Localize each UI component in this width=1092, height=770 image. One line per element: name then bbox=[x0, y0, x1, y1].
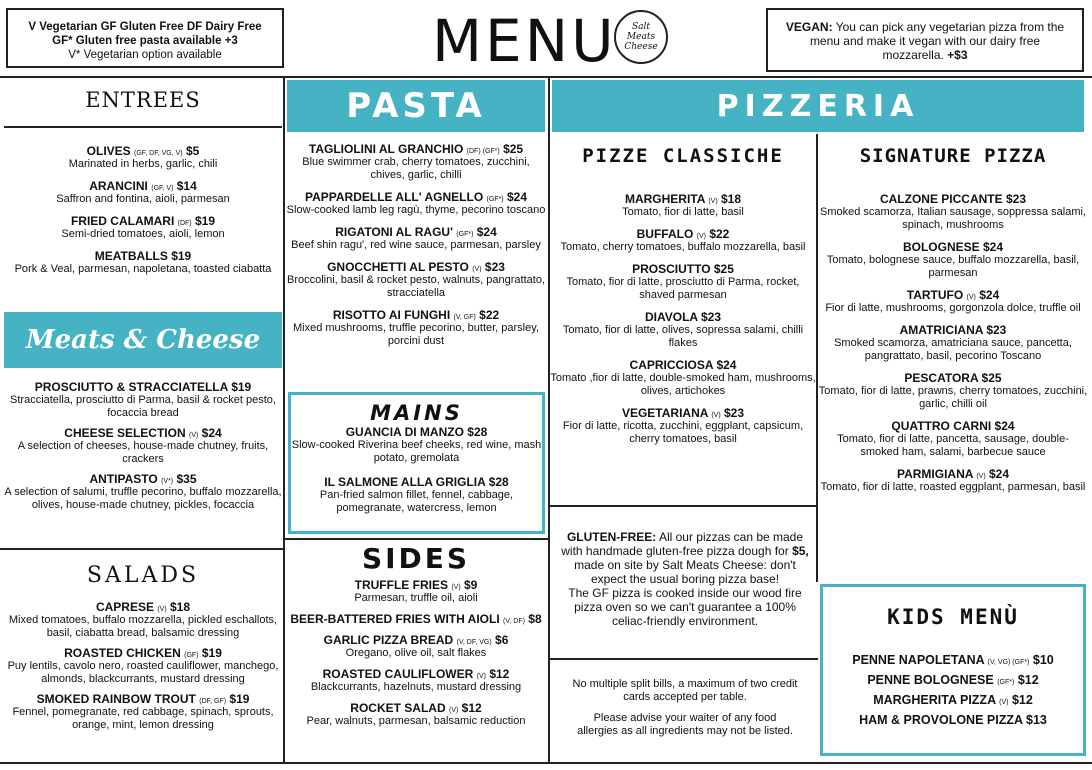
menu-item-name: RISOTTO AI FUNGHI bbox=[332, 308, 451, 322]
menu-item-description: Fior di latte, ricotta, zucchini, eggplant, capsicum, cherry tomatoes, basil bbox=[562, 420, 804, 445]
menu-item-tags: (GF) bbox=[184, 652, 199, 659]
logo bbox=[614, 10, 668, 64]
gluten-box bbox=[556, 530, 814, 628]
menu-item-description: Marinated in herbs, garlic, chili bbox=[68, 158, 218, 170]
menu-item-name: SMOKED RAINBOW TROUT bbox=[36, 692, 196, 706]
menu-item bbox=[285, 142, 547, 182]
menu-item-price: $24 bbox=[983, 240, 1004, 254]
menu-item-name: BEER-BATTERED FRIES WITH AIOLI bbox=[290, 612, 500, 626]
menu-item-heading bbox=[285, 142, 547, 156]
menu-item-heading bbox=[818, 192, 1088, 206]
kids-list bbox=[823, 653, 1083, 727]
menu-item-heading bbox=[4, 214, 282, 228]
menu-item bbox=[550, 227, 816, 254]
menu-item-tags: (V) bbox=[476, 673, 486, 680]
menu-item bbox=[285, 260, 547, 300]
menu-item bbox=[818, 419, 1088, 459]
menu-item-heading bbox=[4, 179, 282, 193]
notes-line-1: No multiple split bills, a maximum of two credit cards accepted per table. bbox=[572, 678, 798, 703]
menu-item-heading bbox=[823, 713, 1083, 727]
menu-item-price: $24 bbox=[201, 426, 222, 440]
menu-item bbox=[823, 693, 1083, 707]
menu-item-tags: (GF*) bbox=[486, 196, 504, 203]
menu-item-tags: (V, VG) (GF*) bbox=[987, 659, 1030, 666]
menu-item-description: Blue swimmer crab, cherry tomatoes, zucchini, chives, garlic, chilli bbox=[302, 156, 530, 181]
menu-item-heading bbox=[818, 240, 1088, 254]
gluten-label: GLUTEN-FREE: bbox=[566, 530, 657, 544]
menu-item-description: Broccolini, basil & rocket pesto, walnuts, pangrattato, stracciatella bbox=[286, 274, 546, 299]
signature-title: SIGNATURE PIZZA bbox=[859, 145, 1047, 167]
menu-item bbox=[4, 426, 282, 466]
menu-item-name: MEATBALLS bbox=[94, 249, 168, 263]
menu-item bbox=[4, 214, 282, 241]
menu-item-heading bbox=[4, 380, 282, 394]
menu-item-description: Tomato, fior di latte, basil bbox=[622, 206, 744, 218]
menu-item bbox=[4, 472, 282, 512]
bottom-divider bbox=[0, 762, 1092, 764]
menu-item-heading bbox=[550, 192, 816, 206]
pasta-banner bbox=[287, 80, 545, 132]
meats-list bbox=[4, 380, 282, 518]
menu-item-heading bbox=[818, 419, 1088, 433]
menu-item-name: DIAVOLA bbox=[644, 310, 698, 324]
menu-item bbox=[4, 144, 282, 171]
menu-item-name: CALZONE PICCANTE bbox=[879, 192, 1003, 206]
menu-item-price: $35 bbox=[176, 472, 197, 486]
menu-item-description: Tomato, fior di latte, prawns, cherry tomatoes, zucchini, garlic, chilli oil bbox=[818, 385, 1088, 410]
gluten-text-2: made on site by Salt Meats Cheese: don't expect the usual boring pizza base! bbox=[574, 558, 796, 586]
menu-item-name: VEGETARIANA bbox=[621, 406, 708, 420]
menu-item bbox=[285, 190, 547, 217]
menu-item-description: Tomato, fior di latte, olives, sopressa salami, chilli flakes bbox=[562, 324, 804, 349]
logo-text: Salt Meats Cheese bbox=[624, 22, 658, 52]
mains-box bbox=[288, 392, 545, 534]
menu-item-name: HAM & PROVOLONE PIZZA bbox=[859, 713, 1023, 727]
menu-item bbox=[4, 600, 282, 640]
menu-item bbox=[285, 701, 547, 728]
sides-title: SIDES bbox=[361, 542, 471, 575]
menu-item-price: $19 bbox=[229, 692, 250, 706]
menu-item-tags: (V) bbox=[711, 412, 721, 419]
menu-item-name: PAPPARDELLE ALL' AGNELLO bbox=[304, 190, 484, 204]
gluten-top-line bbox=[548, 505, 818, 507]
menu-item bbox=[818, 192, 1088, 232]
gluten-text-1: All our pizzas can be made with handmade gluten-free pizza dough for bbox=[561, 530, 804, 558]
vegan-text: You can pick any vegetarian pizza from the menu and make it vegan with our dairy free mozzarella. bbox=[809, 20, 1065, 62]
menu-item-description: Blackcurrants, hazelnuts, mustard dressing bbox=[310, 681, 522, 693]
menu-item-price: $19 bbox=[231, 380, 252, 394]
menu-item bbox=[550, 262, 816, 302]
menu-item-name: BUFFALO bbox=[636, 227, 694, 241]
menu-item bbox=[823, 673, 1083, 687]
menu-item-name: GNOCCHETTI AL PESTO bbox=[327, 260, 469, 274]
menu-item bbox=[818, 240, 1088, 280]
pasta-list bbox=[285, 142, 547, 356]
menu-item-heading bbox=[550, 310, 816, 324]
menu-item-price: $18 bbox=[170, 600, 191, 614]
menu-item-name: IL SALMONE ALLA GRIGLIA bbox=[324, 475, 486, 489]
menu-item-price: $28 bbox=[488, 475, 509, 489]
menu-item bbox=[818, 323, 1088, 363]
menu-item-tags: (DF) bbox=[177, 220, 192, 227]
menu-item-name: ROASTED CAULIFLOWER bbox=[322, 667, 474, 681]
menu-item bbox=[550, 406, 816, 446]
salads-section bbox=[4, 556, 282, 738]
menu-item-heading bbox=[550, 358, 816, 372]
menu-item-price: $19 bbox=[171, 249, 192, 263]
entrees-section bbox=[4, 78, 282, 284]
menu-item-price: $10 bbox=[1032, 653, 1054, 667]
kids-box bbox=[820, 584, 1086, 756]
menu-item-price: $23 bbox=[484, 260, 505, 274]
legend-line-3: V* Vegetarian option available bbox=[68, 49, 222, 61]
menu-item-heading bbox=[285, 612, 547, 626]
menu-item-tags: (V) bbox=[451, 584, 461, 591]
menu-item-description: Oregano, olive oil, salt flakes bbox=[345, 647, 487, 659]
menu-item-tags: (V) bbox=[188, 432, 199, 439]
menu-item-price: $25 bbox=[713, 262, 734, 276]
menu-item-name: FRIED CALAMARI bbox=[70, 214, 175, 228]
menu-item-description: Puy lentils, cavolo nero, roasted cauliflower, manchego, almonds, blackcurrants, mustard dressing bbox=[7, 660, 279, 685]
menu-item-price: $23 bbox=[724, 406, 745, 420]
menu-item-name: GARLIC PIZZA BREAD bbox=[323, 633, 454, 647]
menu-item-heading bbox=[4, 144, 282, 158]
page-title: MENU bbox=[432, 7, 617, 75]
menu-item-heading bbox=[818, 371, 1088, 385]
menu-item-name: ROCKET SALAD bbox=[350, 701, 446, 715]
menu-item-heading bbox=[550, 227, 816, 241]
menu-item-tags: (V) bbox=[966, 294, 976, 301]
classiche-title: PIZZE CLASSICHE bbox=[582, 145, 784, 167]
entrees-underline bbox=[4, 126, 282, 128]
menu-item-tags: (DF, GF) bbox=[199, 698, 227, 705]
legend-box bbox=[6, 8, 284, 68]
menu-item-description: Smoked scamorza, amatriciana sauce, pancetta, pangrattato, basil, pecorino Toscano bbox=[834, 337, 1072, 362]
menu-item-name: ROASTED CHICKEN bbox=[64, 646, 181, 660]
menu-item bbox=[291, 425, 542, 465]
menu-item-heading bbox=[823, 693, 1083, 707]
kids-title: KIDS MENÙ bbox=[887, 605, 1019, 629]
menu-item bbox=[823, 653, 1083, 667]
menu-item bbox=[4, 646, 282, 686]
menu-item-name: MARGHERITA bbox=[624, 192, 705, 206]
menu-item-description: Fennel, pomegranate, red cabbage, spinach, sprouts, orange, mint, lemon dressing bbox=[12, 706, 274, 731]
menu-item-description: Tomato, bolognese sauce, buffalo mozzarella, basil, parmesan bbox=[826, 254, 1080, 279]
vegan-label: VEGAN: bbox=[785, 20, 833, 34]
menu-item-price: $19 bbox=[201, 646, 222, 660]
legend-line-1: V Vegetarian GF Gluten Free DF Dairy Free bbox=[28, 21, 262, 33]
menu-item-name: CAPRICCIOSA bbox=[629, 358, 714, 372]
menu-item-description: Pear, walnuts, parmesan, balsamic reduction bbox=[306, 715, 526, 727]
menu-item bbox=[4, 692, 282, 732]
menu-item-price: $25 bbox=[981, 371, 1002, 385]
menu-item-name: OLIVES bbox=[86, 144, 131, 158]
menu-item-heading bbox=[285, 225, 547, 239]
menu-item-price: $14 bbox=[176, 179, 197, 193]
menu-item-price: $8 bbox=[528, 612, 542, 626]
menu-item-description: Saffron and fontina, aioli, parmesan bbox=[56, 193, 230, 205]
menu-item-heading bbox=[4, 249, 282, 263]
meats-banner bbox=[4, 312, 282, 368]
menu-item-price: $24 bbox=[994, 419, 1015, 433]
menu-item-description: Tomato, fior di latte, prosciutto di Parma, rocket, shaved parmesan bbox=[566, 276, 800, 301]
menu-item-name: TARTUFO bbox=[906, 288, 964, 302]
menu-item-description: Parmesan, truffle oil, aioli bbox=[354, 592, 478, 604]
menu-item-description: Pan-fried salmon fillet, fennel, cabbage, pomegranate, watercress, lemon bbox=[319, 489, 514, 514]
menu-item-heading bbox=[291, 425, 542, 439]
menu-item-price: $23 bbox=[700, 310, 722, 324]
menu-item-tags: (V) bbox=[708, 198, 718, 205]
menu-item bbox=[291, 475, 542, 515]
menu-item bbox=[550, 192, 816, 219]
menu-item-description: Smoked scamorza, Italian sausage, soppressa salami, spinach, mushrooms bbox=[820, 206, 1086, 231]
menu-item-tags: (V) bbox=[157, 606, 167, 613]
menu-item-price: $12 bbox=[1017, 673, 1039, 687]
menu-item-heading bbox=[823, 653, 1083, 667]
menu-item bbox=[285, 667, 547, 694]
menu-item-price: $18 bbox=[721, 192, 742, 206]
menu-item bbox=[550, 358, 816, 398]
menu-item-tags: (V) bbox=[448, 707, 459, 714]
menu-item-price: $12 bbox=[1011, 693, 1033, 707]
menu-item-heading bbox=[4, 600, 282, 614]
entrees-list bbox=[4, 124, 282, 276]
menu-item-name: PROSCIUTTO bbox=[632, 262, 711, 276]
menu-item-price: $24 bbox=[989, 467, 1010, 481]
menu-item-name: RIGATONI AL RAGU' bbox=[335, 225, 453, 239]
mains-list bbox=[291, 425, 542, 515]
meats-title: Meats & Cheese bbox=[25, 325, 261, 355]
menu-item-name: PESCATORA bbox=[904, 371, 979, 385]
menu-item-heading bbox=[285, 260, 547, 274]
menu-item bbox=[818, 467, 1088, 494]
menu-item bbox=[818, 288, 1088, 315]
menu-item-name: TRUFFLE FRIES bbox=[354, 578, 448, 592]
menu-item-name: ANTIPASTO bbox=[89, 472, 158, 486]
menu-item-description: A selection of salumi, truffle pecorino, buffalo mozzarella, olives, house-made chutney, pickles, focaccia bbox=[4, 486, 282, 511]
menu-item-name: CAPRESE bbox=[95, 600, 154, 614]
menu-item-name: BOLOGNESE bbox=[902, 240, 980, 254]
menu-item-heading bbox=[4, 426, 282, 440]
menu-item-name: MARGHERITA PIZZA bbox=[873, 693, 996, 707]
menu-item bbox=[4, 249, 282, 276]
menu-item-price: $24 bbox=[716, 358, 737, 372]
menu-item-description: Pork & Veal, parmesan, napoletana, toasted ciabatta bbox=[14, 263, 272, 275]
vegan-price: +$3 bbox=[947, 48, 968, 62]
notes-top-line bbox=[548, 658, 818, 660]
menu-item-description: A selection of cheeses, house-made chutney, fruits, crackers bbox=[17, 440, 269, 465]
menu-item-tags: (V, DF) bbox=[503, 618, 525, 625]
menu-item-tags: (GF, DF, VG, V) bbox=[134, 150, 183, 157]
menu-item-heading bbox=[285, 578, 547, 592]
salads-list bbox=[4, 600, 282, 732]
menu-item-description: Mixed mushrooms, truffle pecorino, butter, parsley, porcini dust bbox=[293, 322, 539, 347]
classiche-section bbox=[550, 134, 816, 454]
menu-item-heading bbox=[285, 701, 547, 715]
menu-item-price: $23 bbox=[1005, 192, 1027, 206]
menu-item-price: $9 bbox=[464, 578, 478, 592]
menu-item-price: $25 bbox=[503, 142, 524, 156]
notes-box bbox=[572, 678, 798, 738]
menu-item-description: Beef shin ragu', red wine sauce, parmesan, parsley bbox=[291, 239, 541, 251]
menu-item-heading bbox=[818, 323, 1088, 337]
menu-item bbox=[550, 310, 816, 350]
menu-item-tags: (DF) (GF*) bbox=[466, 148, 500, 155]
menu-item-tags: (V, DF, VG) bbox=[456, 639, 492, 646]
menu-item-price: $28 bbox=[467, 425, 488, 439]
menu-item-name: ARANCINI bbox=[89, 179, 148, 193]
menu-item-price: $23 bbox=[986, 323, 1007, 337]
menu-item-description: Tomato ,fior di latte, double-smoked ham, mushrooms, olives, artichokes bbox=[550, 372, 816, 397]
salads-top-line bbox=[0, 548, 284, 550]
menu-item-heading bbox=[818, 467, 1088, 481]
menu-item bbox=[285, 633, 547, 660]
menu-item-tags: (V) bbox=[696, 233, 706, 240]
menu-item-description: Slow-cooked Riverina beef cheeks, red wine, mash potato, gremolata bbox=[291, 439, 542, 464]
menu-item-name: PENNE NAPOLETANA bbox=[852, 653, 985, 667]
menu-item-description: Tomato, fior di latte, roasted eggplant, parmesan, basil bbox=[820, 481, 1086, 493]
notes-line-2: Please advise your waiter of any food allergies as all ingredients may not be listed. bbox=[577, 712, 793, 737]
menu-item-name: GUANCIA DI MANZO bbox=[345, 425, 464, 439]
menu-item-heading bbox=[285, 667, 547, 681]
signature-list bbox=[818, 192, 1088, 494]
menu-item bbox=[823, 713, 1083, 727]
menu-item-tags: (V) bbox=[999, 699, 1009, 706]
menu-item bbox=[285, 612, 547, 626]
menu-item-name: CHEESE SELECTION bbox=[64, 426, 186, 440]
menu-item-heading bbox=[4, 692, 282, 706]
menu-item-description: Tomato, cherry tomatoes, buffalo mozzarella, basil bbox=[560, 241, 806, 253]
menu-item-heading bbox=[285, 633, 547, 647]
pasta-title: PASTA bbox=[346, 86, 486, 126]
menu-item-tags: (V*) bbox=[161, 478, 174, 485]
menu-item bbox=[818, 371, 1088, 411]
legend-line-2: GF* Gluten free pasta available +3 bbox=[52, 35, 238, 47]
menu-item-description: Mixed tomatoes, buffalo mozzarella, pickled eschallots, basil, ciabatta bread, balsamic dressing bbox=[8, 614, 278, 639]
menu-item-heading bbox=[291, 475, 542, 489]
sides-list bbox=[285, 578, 547, 728]
menu-item-price: $24 bbox=[476, 225, 497, 239]
menu-item-price: $24 bbox=[506, 190, 527, 204]
menu-item-tags: (V, GF) bbox=[453, 314, 476, 321]
sides-section bbox=[285, 540, 547, 735]
signature-section bbox=[818, 134, 1088, 502]
menu-item-name: PENNE BOLOGNESE bbox=[867, 673, 994, 687]
gluten-price: $5, bbox=[792, 544, 809, 558]
menu-item-name: PARMIGIANA bbox=[896, 467, 973, 481]
menu-item-tags: (GF*) bbox=[456, 231, 474, 238]
menu-item-description: Fior di latte, mushrooms, gorgonzola dolce, truffle oil bbox=[825, 302, 1081, 314]
menu-item bbox=[285, 578, 547, 605]
gluten-text-3: The GF pizza is cooked inside our wood fire pizza oven so we can't guarantee a 100% celiac-friendly environment. bbox=[568, 586, 802, 628]
menu-item-heading bbox=[550, 406, 816, 420]
menu-item-price: $13 bbox=[1026, 713, 1047, 727]
menu-item-description: Semi-dried tomatoes, aioli, lemon bbox=[61, 228, 225, 240]
menu-item-price: $22 bbox=[479, 308, 500, 322]
menu-item-price: $24 bbox=[979, 288, 1000, 302]
entrees-title: ENTREES bbox=[85, 88, 201, 112]
vegan-box bbox=[766, 8, 1084, 72]
menu-item-heading bbox=[4, 472, 282, 486]
menu-item-heading bbox=[4, 646, 282, 660]
menu-item-heading bbox=[818, 288, 1088, 302]
menu-item bbox=[285, 308, 547, 348]
menu-item-heading bbox=[285, 308, 547, 322]
menu-item-tags: (V) bbox=[472, 266, 482, 273]
pizzeria-banner bbox=[552, 80, 1084, 132]
menu-item-name: PROSCIUTTO & STRACCIATELLA bbox=[34, 380, 228, 394]
menu-item-description: Tomato, fior di latte, pancetta, sausage, double-smoked ham, salami, barbecue sauce bbox=[837, 433, 1069, 458]
classiche-list bbox=[550, 192, 816, 446]
menu-item bbox=[285, 225, 547, 252]
mains-title: MAINS bbox=[370, 401, 463, 425]
menu-item-price: $5 bbox=[185, 144, 200, 158]
menu-item-tags: (GF, V) bbox=[151, 185, 174, 192]
menu-item-tags: (GF*) bbox=[997, 679, 1015, 686]
menu-item-name: QUATTRO CARNI bbox=[891, 419, 992, 433]
menu-item-description: Stracciatella, prosciutto di Parma, basil & rocket pesto, focaccia bread bbox=[10, 394, 276, 419]
menu-item-name: TAGLIOLINI AL GRANCHIO bbox=[308, 142, 464, 156]
menu-item-price: $19 bbox=[194, 214, 216, 228]
menu-item-heading bbox=[823, 673, 1083, 687]
pizzeria-title: PIZZERIA bbox=[716, 88, 920, 124]
menu-item-price: $6 bbox=[495, 633, 509, 647]
menu-item-description: Slow-cooked lamb leg ragù, thyme, pecorino toscano bbox=[286, 204, 546, 216]
menu-item-price: $22 bbox=[709, 227, 730, 241]
menu-item-price: $12 bbox=[461, 701, 482, 715]
menu-item bbox=[4, 179, 282, 206]
menu-item bbox=[4, 380, 282, 420]
menu-item-heading bbox=[285, 190, 547, 204]
menu-item-tags: (V) bbox=[976, 473, 986, 480]
menu-item-price: $12 bbox=[489, 667, 510, 681]
salads-title: SALADS bbox=[86, 563, 200, 588]
menu-item-name: AMATRICIANA bbox=[899, 323, 983, 337]
menu-item-heading bbox=[550, 262, 816, 276]
